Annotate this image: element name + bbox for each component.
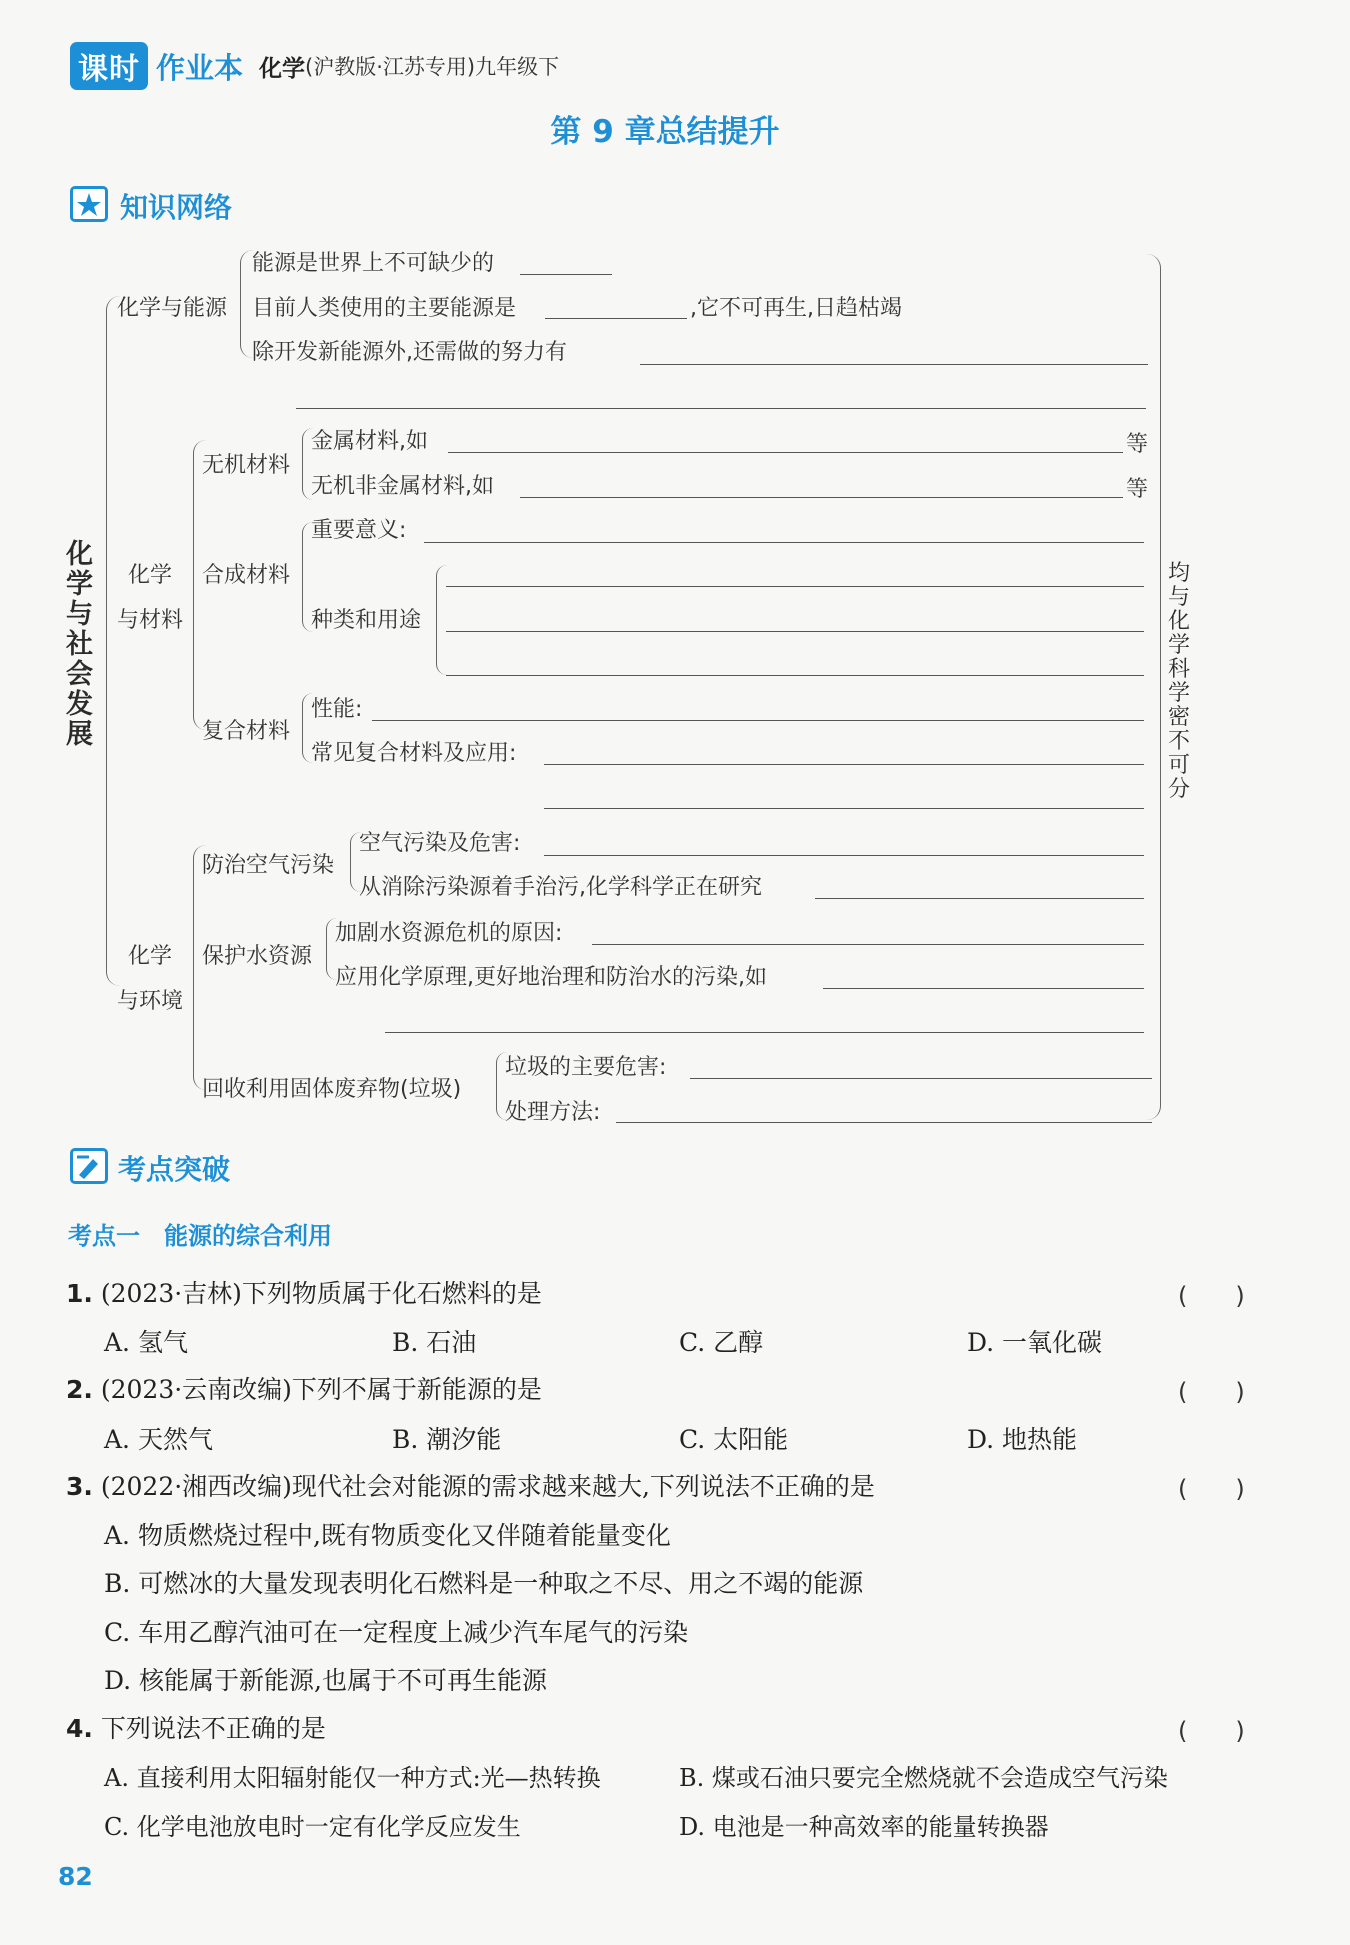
inorganic-label: 无机材料 xyxy=(202,453,291,478)
page-number: 82 xyxy=(58,1862,93,1891)
composite-label: 复合材料 xyxy=(202,719,291,744)
answer-paren[interactable]: ( ) xyxy=(1178,1717,1245,1745)
option-b[interactable]: B. 潮汐能 xyxy=(392,1425,502,1454)
blank[interactable] xyxy=(296,408,1146,409)
blank[interactable] xyxy=(616,1122,1152,1123)
logo: 课时 xyxy=(70,42,148,90)
energy-line-2-end: ,它不可再生,日趋枯竭 xyxy=(690,296,902,321)
option-b[interactable]: B. 石油 xyxy=(392,1328,477,1357)
question-stem: (2023·云南改编)下列不属于新能源的是 xyxy=(100,1375,542,1404)
right-vertical-label: 均与化学科学密不可分 xyxy=(1168,561,1191,802)
question-stem: (2023·吉林)下列物质属于化石燃料的是 xyxy=(100,1279,542,1308)
blank[interactable] xyxy=(520,274,612,275)
network-root-label: 化学与社会发展 xyxy=(66,539,93,750)
option-a[interactable]: A. 天然气 xyxy=(104,1425,213,1454)
types-label: 种类和用途 xyxy=(311,608,422,633)
blank[interactable] xyxy=(592,944,1144,945)
blank[interactable] xyxy=(690,1078,1152,1079)
air-research-label: 从消除污染源着手治污,化学科学正在研究 xyxy=(359,875,762,900)
option-d[interactable]: D. 一氧化碳 xyxy=(967,1328,1103,1357)
breakthrough-section-title: 考点突破 xyxy=(118,1153,231,1186)
blank[interactable] xyxy=(424,542,1144,543)
blank[interactable] xyxy=(446,586,1144,587)
nonmetal-end: 等 xyxy=(1126,477,1149,502)
option-d[interactable]: D. 核能属于新能源,也属于不可再生能源 xyxy=(104,1666,547,1695)
common-composite-label: 常见复合材料及应用: xyxy=(311,741,517,766)
question-stem: (2022·湘西改编)现代社会对能源的需求越来越大,下列说法不正确的是 xyxy=(100,1472,875,1501)
waste-label: 回收利用固体废弃物(垃圾) xyxy=(202,1077,462,1102)
subject: 化学 xyxy=(259,55,306,82)
blank[interactable] xyxy=(544,808,1144,809)
option-c[interactable]: C. 车用乙醇汽油可在一定程度上减少汽车尾气的污染 xyxy=(104,1618,689,1647)
edition: (沪教版·江苏专用)九年级下 xyxy=(305,55,560,79)
answer-paren[interactable]: ( ) xyxy=(1178,1475,1245,1503)
metal-label: 金属材料,如 xyxy=(311,429,428,454)
energy-label: 化学与能源 xyxy=(117,296,228,321)
option-b[interactable]: B. 可燃冰的大量发现表明化石燃料是一种取之不尽、用之不竭的能源 xyxy=(104,1569,864,1598)
air-harm-label: 空气污染及危害: xyxy=(359,831,521,856)
significance-label: 重要意义: xyxy=(311,518,407,543)
question-number: 1. xyxy=(66,1279,93,1308)
metal-end: 等 xyxy=(1126,432,1149,457)
nonmetal-label: 无机非金属材料,如 xyxy=(311,474,494,499)
blank[interactable] xyxy=(545,318,687,319)
synthetic-label: 合成材料 xyxy=(202,563,291,588)
option-d[interactable]: D. 地热能 xyxy=(967,1425,1078,1454)
water-cause-label: 加剧水资源危机的原因: xyxy=(335,921,563,946)
option-a[interactable]: A. 物质燃烧过程中,既有物质变化又伴随着能量变化 xyxy=(104,1521,671,1550)
question-number: 3. xyxy=(66,1472,93,1501)
waste-method-label: 处理方法: xyxy=(505,1100,601,1125)
question-number: 2. xyxy=(66,1375,93,1404)
water-apply-label: 应用化学原理,更好地治理和防治水的污染,如 xyxy=(335,965,767,990)
blank[interactable] xyxy=(372,720,1144,721)
option-a[interactable]: A. 氢气 xyxy=(104,1328,188,1357)
chapter-title: 第 9 章总结提升 xyxy=(550,114,780,150)
page-header xyxy=(70,42,559,90)
blank[interactable] xyxy=(448,452,1123,453)
energy-line-1: 能源是世界上不可缺少的 xyxy=(252,251,495,276)
root-brace xyxy=(106,296,121,986)
question-number: 4. xyxy=(66,1714,93,1743)
energy-line-2: 目前人类使用的主要能源是 xyxy=(252,296,517,321)
network-section-icon xyxy=(70,186,108,222)
option-d[interactable]: D. 电池是一种高效率的能量转换器 xyxy=(679,1813,1049,1841)
answer-paren[interactable]: ( ) xyxy=(1178,1378,1245,1406)
network-section-title: 知识网络 xyxy=(120,191,233,224)
waste-harm-label: 垃圾的主要危害: xyxy=(505,1055,667,1080)
water-label: 保护水资源 xyxy=(202,944,313,969)
types-brace xyxy=(436,565,447,675)
blank[interactable] xyxy=(385,1032,1144,1033)
blank[interactable] xyxy=(520,497,1123,498)
brand-name: 作业本 xyxy=(156,50,244,85)
question-stem: 下列说法不正确的是 xyxy=(100,1714,326,1743)
environment-label-1: 化学 xyxy=(128,944,173,969)
option-a[interactable]: A. 直接利用太阳辐射能仅一种方式:光—热转换 xyxy=(104,1764,601,1792)
blank[interactable] xyxy=(823,988,1144,989)
kaodian-heading: 考点一 能源的综合利用 xyxy=(68,1222,332,1250)
right-brace xyxy=(1146,254,1161,1120)
air-label: 防治空气污染 xyxy=(202,853,335,878)
performance-label: 性能: xyxy=(311,697,363,722)
option-c[interactable]: C. 化学电池放电时一定有化学反应发生 xyxy=(104,1813,521,1841)
energy-line-3: 除开发新能源外,还需做的努力有 xyxy=(252,340,567,365)
materials-label-2: 与材料 xyxy=(117,608,184,633)
blank[interactable] xyxy=(815,898,1144,899)
blank[interactable] xyxy=(446,675,1144,676)
option-c[interactable]: C. 太阳能 xyxy=(679,1425,789,1454)
option-c[interactable]: C. 乙醇 xyxy=(679,1328,764,1357)
environment-label-2: 与环境 xyxy=(117,989,184,1014)
blank[interactable] xyxy=(544,764,1144,765)
blank[interactable] xyxy=(640,364,1148,365)
option-b[interactable]: B. 煤或石油只要完全燃烧就不会造成空气污染 xyxy=(679,1764,1168,1792)
blank[interactable] xyxy=(446,631,1144,632)
blank[interactable] xyxy=(544,855,1144,856)
breakthrough-section-icon xyxy=(70,1148,108,1184)
answer-paren[interactable]: ( ) xyxy=(1178,1282,1245,1310)
materials-label-1: 化学 xyxy=(128,563,173,588)
